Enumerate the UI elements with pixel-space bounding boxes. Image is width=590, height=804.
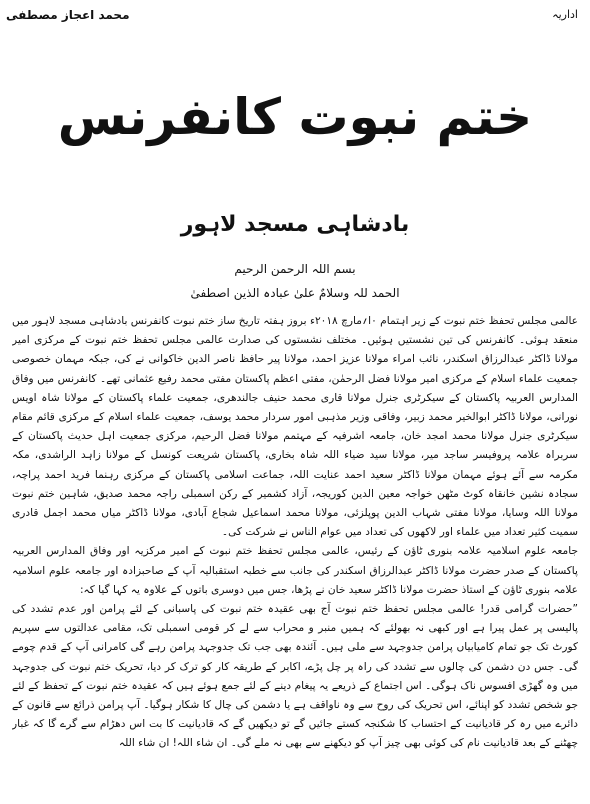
hamd-line: الحمد للہ وسلامٌ علیٰ عبادہ الذین اصطفیٰ xyxy=(190,286,400,300)
article-body xyxy=(12,312,578,800)
page-title: ختم نبوت کانفرنس xyxy=(57,88,533,146)
page-subtitle: بادشاہی مسجد لاہور xyxy=(180,212,410,237)
paragraph-1: عالمی مجلس تحفظ ختم نبوت کے زیر اہتمام ۰ا؍مارچ ۲۰۱۸ء بروز ہفتہ تاریخ ساز ختم نبوت کانفرنس بادشاہی مسجد لاہور میں منعقد ہوئی۔ کانفرنس کی تین نشستیں ہوئیں۔ مختلف نشستوں کی صدارت عالمی مجلس تحفظ ختم نبوت کے مرکزی امیر مولانا ڈاکٹر عبدالرزاق اسکندر، نائب امراء مولانا عزیز احمد، مولانا پیر حافظ ناصر الدین خاکوانی نے کی، جبکہ مہمان خصوصی جمعیت علماء اسلام کے مرکزی امیر مولانا فضل الرحمٰن، مفتی اعظم پاکستان مفتی محمد رفیع عثمانی تھے۔ کانفرنس میں وفاق المدارس العربیہ پاکستان کے سیکرٹری جنرل مولانا قاری محمد حنیف جالندھری، جمعیت علماء پاکستان کے مولانا شاہ اویس نورانی، مولانا ڈاکٹر ابوالخیر محمد زبیر، وفاقی وزیر مذہبی امور سردار محمد یوسف، جمعیت علماء اسلام کے مرکزی قائم مقام سیکرٹری جنرل مولانا محمد امجد خان، جامعہ اشرفیہ کے مہتمم مولانا فضل الرحیم، مرکزی جمعیت اہل حدیث پاکستان کے سربراہ علامہ پروفیسر ساجد میر، مولانا سید ضیاء اللہ شاہ بخاری، پاکستان شریعت کونسل کے مولانا زاہد الراشدی، مکہ مکرمہ سے آئے ہوئے مہمان مولانا ڈاکٹر سعید احمد عنایت اللہ، جماعت اسلامی پاکستان کے مرکزی رہنما فرید احمد پراچہ، سجادہ نشین خانقاہ کوٹ مٹھن خواجہ معین الدین کوریجہ، آزاد کشمیر کے رکن اسمبلی راجہ محمد صدیق، شاہین ختم نبوت مولانا اللہ وسایا، مولانا مفتی شہاب الدین پوپلزئی، مولانا محمد اسماعیل شجاع آبادی، مولانا ڈاکٹر میاں محمد اجمل قادری سمیت کثیر تعداد میں علماء اور لاکھوں کی تعداد میں عوام الناس نے شرکت کی۔ xyxy=(12,315,578,539)
bismillah-line: بسم اللہ الرحمن الرحیم xyxy=(234,262,356,276)
section-label: اداریہ xyxy=(552,8,578,21)
paragraph-3: ”حضرات گرامی قدر! عالمی مجلس تحفظ ختم نبوت آج بھی عقیدہ ختم نبوت کی پاسبانی کے لئے پرامن اور عدم تشدد کی پالیسی پر عمل پیرا ہے اور کبھی نہ بھولئے کہ ہمیں منبر و محراب سے لے کر قومی اسمبلی تک، مقامی عدالتوں سے سپریم کورٹ تک جو تمام کامیابیاں پرامن جدوجہد سے ملی ہیں۔ آئندہ بھی جب تک جدوجہد پرامن رہے گی کامرانی آپ کے قدم چومے گی۔ جس دن دشمن کی چالوں سے تشدد کی راہ پر چل پڑے، اکابر کے طریقہ کار کو ترک کر دیا، تحریک ختم نبوت کی جدوجہد میں وہ گھڑی افسوس ناک ہوگی۔ اس اجتماع کے ذریعے یہ پیغام دینے کے لئے جمع ہوئے ہیں کہ عقیدہ ختم نبوت کے تحفظ کے لئے جو شخص تشدد کو اپنائے، اس تحریک کی روح سے وہ ناواقف ہے یا دشمن کی چال کا شکار ہوگیا۔ آپ پرامن ذرائع سے قانون کے دائرے میں رہ کر قادیانیت کے احتساب کا شکنجہ کستے جائیں گے تو دیکھیں گے کہ قادیانیت کا بت اس دھڑام سے گرے گا کہ غبار چھٹنے کے بعد قادیانیت نام کی کوئی بھی چیز آپ کو دیکھنے سے بھی نہ ملے گی۔ ان شاء اللہ! ان شاء اللہ xyxy=(12,603,578,750)
author-name: محمد اعجاز مصطفی xyxy=(6,8,130,22)
paragraph-2: جامعہ علوم اسلامیہ علامہ بنوری ٹاؤن کے رئیس، عالمی مجلس تحفظ ختم نبوت کے امیر مرکزیہ اور وفاق المدارس العربیہ پاکستان کے صدر حضرت مولانا ڈاکٹر عبدالرزاق اسکندر کی جانب سے خطبہ استقبالیہ آپ کے صاحبزادہ اور جامعہ علوم اسلامیہ علامہ بنوری ٹاؤن کے استاذ حضرت مولانا ڈاکٹر سعید خان نے پڑھا، جس میں دوسری باتوں کے علاوہ یہ کہا گیا کہ: xyxy=(12,545,578,596)
